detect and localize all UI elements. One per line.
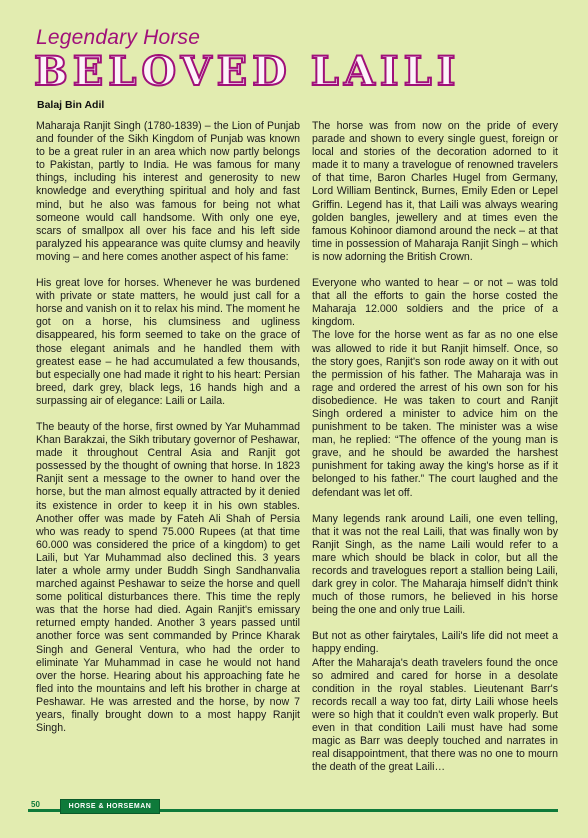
paragraph: The horse was from now on the pride of every parade and shown to every single guest, foreign or local and stories of the decoration adorned to it made it to many a travelogue of renowned travelers of that time, Baron Charles Hugel from Germany, Lord William Bentinck, Burnes, Emily Eden or Lepel Griffin. Legend has it, that Laili was always wearing golden bangles, jewellery and at times even the famous Kohinoor diamond around the neck – at that time in possession of Maharaja Ranjit Singh – which is now adorning the British Crown. <box>312 120 558 263</box>
page-number: 50 <box>31 800 40 809</box>
article-headline: BELOVED LAILI <box>34 48 461 95</box>
article-column-left <box>36 120 300 748</box>
paragraph: Maharaja Ranjit Singh (1780-1839) – the Lion of Punjab and founder of the Sikh Kingdom of Punjab was known to be a great ruler in an area which now partly belongs to Pakistan, partly to India. He was famous for many things, including his interest and generosity to new knowledge and everything spiritual and holy and fast mind, but he also was famous for being not what someone would call handsome. With only one eye, scars of smallpox all over his face and his left side paralyzed his appearance was quite clumsy and heavily moving – and here comes another aspect of his fame: <box>36 120 300 263</box>
paragraph: After the Maharaja's death travelers found the once so admired and cared for horse in a desolate condition in the royal stables. Lieutenant Barr's records recall a way too fat, dirty Laili whose heels were so high that it couldn't even walk properly. But even in that condition Laili must have had some magic as Barr was deeply touched and narrates in real disappointment, that there was no one to mourn the death of the great Laili… <box>312 656 558 774</box>
magazine-logo: HORSE & HORSEMAN <box>60 799 160 814</box>
paragraph: But not as other fairytales, Laili's life did not meet a happy ending. <box>312 630 558 656</box>
paragraph: Everyone who wanted to hear – or not – was told that all the efforts to gain the horse costed the Maharaja 12.000 soldiers and the price of a kingdom. <box>312 277 558 329</box>
section-kicker: Legendary Horse <box>36 26 201 49</box>
article-column-right <box>312 120 558 787</box>
paragraph: His great love for horses. Whenever he was burdened with private or state matters, he would just call for a horse and vanish on it to relax his mind. The moment he got on a horse, his clumsiness and ugliness disappeared, his form seemed to take on the grace of those elegant animals and he handled them with greatest ease – he had accumulated a few thousands, but especially one had made it right to his heart: Persian breed, dark grey, black legs, 16 hands high and a surpassing air of elegance: Laili or Laila. <box>36 277 300 407</box>
bottom-band <box>0 817 588 838</box>
paragraph: Many legends rank around Laili, one even telling, that it was not the real Laili, that was finally won by Ranjit Singh, as the name Laili would refer to a mare which should be black in color, but all the records and travelogues report a stallion being Laili, dark grey in color. The Maharaja himself didn't think much of those rumors, he believed in his horse being the one and only true Laili. <box>312 512 558 617</box>
paragraph: The beauty of the horse, first owned by Yar Muhammad Khan Barakzai, the Sikh tributary governor of Peshawar, made it throughout Central Asia and Ranjit got possessed by the thought of owning that horse. In 1823 Ranjit sent a message to the owner to hand over the horse, but the man almost equally attracted by it denied its existence in order to keep it in his own stables. Another offer was made by Fateh Ali Shah of Persia who was ready to spend 75.000 Rupees (at that time 60.000 was considered the price of a kingdom) to get Laili, but Yar Muhammad also declined this. 3 years later a whole army under Buddh Singh Sandhanvalia marched against Peshawar to seize the horse and quell some political disturbances there. This time the reply was that the horse had died. Again Ranjit's emissary returned empty handed. Another 3 years passed until another force was sent commanded by Prince Kharak Singh and General Ventura, who had the order to eliminate Yar Muhammad in case he would not hand over the horse. Hearing about his approaching fate he fled into the mountains and left his brother in charge at Peshawar. He was arrested and the horse, by now 7 years, finally brought down to a most happy Ranjit Singh. <box>36 420 300 735</box>
author-byline: Balaj Bin Adil <box>37 99 105 111</box>
paragraph: The love for the horse went as far as no one else was allowed to ride it but Ranjit himself. Once, so the story goes, Ranjit's son rode away on it with out the permission of his father. The Maharaja was in rage and ordered the arrest of his own son for his disobedience. He was taken to court and Ranjit Singh ordered a minister to advice him on the punishment to be taken. The minister was a wise man, he replied: “The offence of the young man is grave, and he should be awarded the harshest punishment for taking away the king's horse as if it belonged to his father.” The court laughed and the defendant was let off. <box>312 329 558 499</box>
